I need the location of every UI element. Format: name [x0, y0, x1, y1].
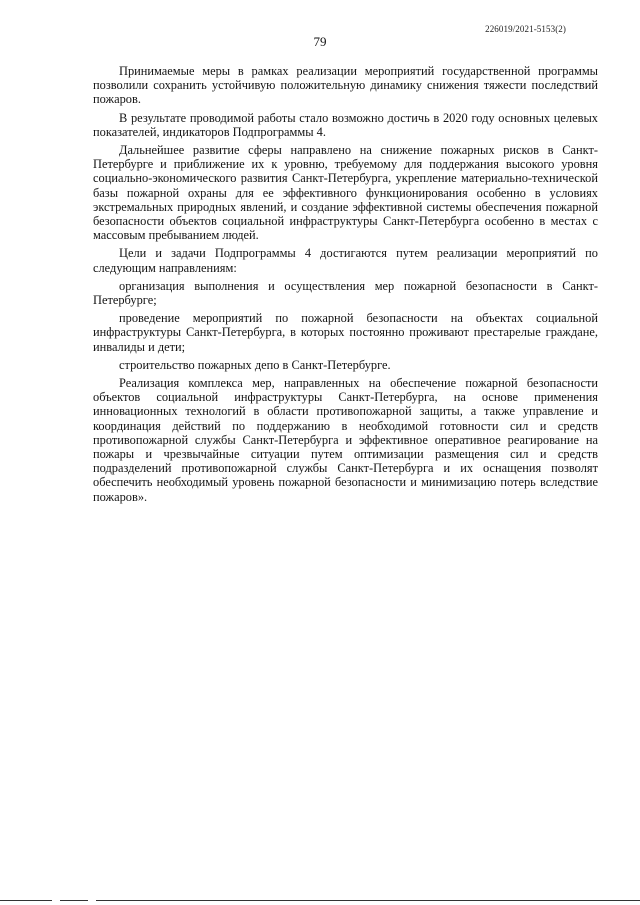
- scan-bottom-edge: [0, 899, 640, 903]
- paragraph-measures: Принимаемые меры в рамках реализации мероприятий государственной программы позволили сохранить устойчивую положительную динамику снижения тяжести последствий пожаров.: [93, 64, 598, 107]
- paragraph-results-2020: В результате проводимой работы стало возможно достичь в 2020 году основных целевых показателей, индикаторов Подпрограммы 4.: [93, 110, 598, 139]
- paragraph-further-development: Дальнейшее развитие сферы направлено на снижение пожарных рисков в Санкт-Петербурге и приближение их к уровню, требуемому для поддержания высокого уровня социально-экономического развития Санкт-Петербурга, укрепление материально-технической базы пожарной охраны для ее эффективного функционирования особенно в условиях экстремальных природных явлений, и создание эффективной системы обеспечения пожарной безопасности объектов социальной инфраструктуры Санкт-Петербурга особенно в местах с массовым пребыванием людей.: [93, 143, 598, 243]
- list-item-fire-depot-construction: строительство пожарных депо в Санкт-Петербурге.: [119, 357, 391, 372]
- document-body: [93, 64, 598, 504]
- paragraph-implementation: Реализация комплекса мер, направленных на обеспечение пожарной безопасности объектов социальной инфраструктуры Санкт-Петербурга, на основе применения инновационных технологий в области противопожарной защиты, а также управление и координация действий по поддержанию в необходимой готовности сил и средств противопожарной службы Санкт-Петербурга и эффективное оперативное реагирование на пожары и чрезвычайные ситуации путем оптимизации размещения сил и средств подразделений противопожарной службы Санкт-Петербурга и их оснащения позволят обеспечить необходимый уровень пожарной безопасности и минимизацию потерь вследствие пожаров».: [93, 376, 598, 504]
- list-item-social-infrastructure: проведение мероприятий по пожарной безопасности на объектах социальной инфраструктуры Санкт-Петербурга, в которых постоянно проживают престарелые граждане, инвалиды и дети;: [93, 311, 598, 354]
- page-number: 79: [313, 34, 327, 49]
- list-item-fire-safety-measures: организация выполнения и осуществления мер пожарной безопасности в Санкт-Петербурге;: [93, 278, 598, 308]
- document-number: 226019/2021-5153(2): [485, 24, 566, 34]
- paragraph-goals-intro: Цели и задачи Подпрограммы 4 достигаются путем реализации мероприятий по следующим направлениям:: [93, 246, 598, 275]
